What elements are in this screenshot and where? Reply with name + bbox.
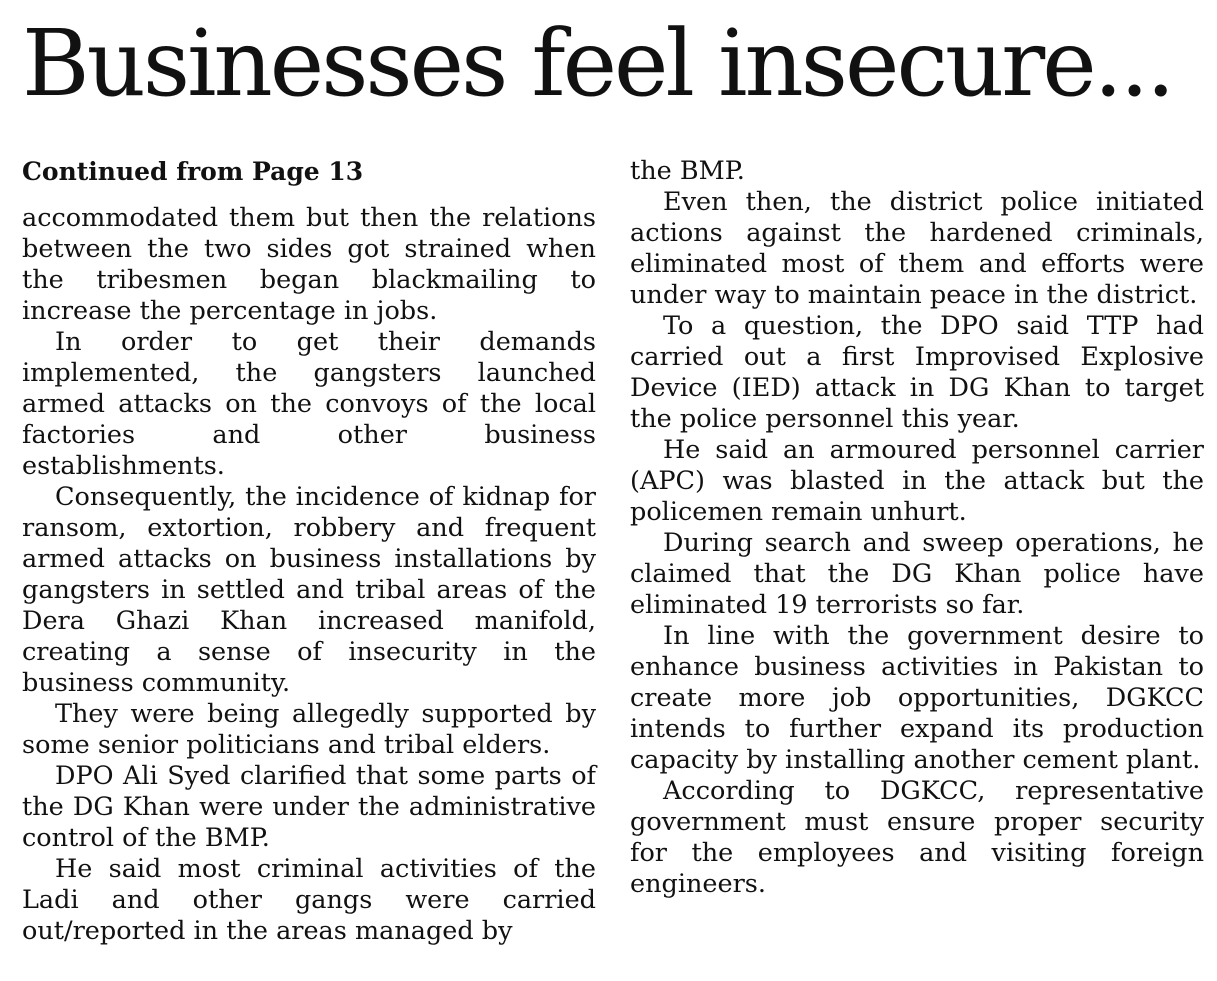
paragraph: the BMP. xyxy=(630,156,745,186)
paragraph: They were being allegedly supported by some senior politicians and tribal elders. xyxy=(22,699,596,760)
paragraph: In order to get their demands implemented, the gangsters launched armed attacks on the convoys of the local factories and other business establishments. xyxy=(22,327,596,481)
paragraph: accommodated them but then the relations between the two sides got strained when the tribesmen began blackmailing to increase the percentage in jobs. xyxy=(22,203,596,326)
paragraph: During search and sweep operations, he claimed that the DG Khan police have eliminated 19 terrorists so far. xyxy=(630,528,1204,620)
paragraph: DPO Ali Syed clarified that some parts of the DG Khan were under the administrative control of the BMP. xyxy=(22,761,596,853)
paragraph: According to DGKCC, representative government must ensure proper security for the employees and visiting foreign engineers. xyxy=(630,776,1204,899)
article-column-left xyxy=(22,156,596,947)
paragraph: Even then, the district police initiated actions against the hardened criminals, eliminated most of them and efforts were under way to maintain peace in the district. xyxy=(630,187,1204,310)
paragraph: In line with the government desire to enhance business activities in Pakistan to create more job opportunities, DGKCC intends to further expand its production capacity by installing another cement plant. xyxy=(630,621,1204,775)
paragraph: Consequently, the incidence of kidnap for ransom, extortion, robbery and frequent armed attacks on business installations by gangsters in settled and tribal areas of the Dera Ghazi Khan increased manifold, creating a sense of insecurity in the business community. xyxy=(22,482,596,698)
paragraph: To a question, the DPO said TTP had carried out a first Improvised Explosive Device (IED) attack in DG Khan to target the police personnel this year. xyxy=(630,311,1204,434)
headline: Businesses feel insecure... xyxy=(22,10,1173,117)
paragraph: He said an armoured personnel carrier (APC) was blasted in the attack but the policemen remain unhurt. xyxy=(630,435,1204,527)
continued-from-label: Continued from Page 13 xyxy=(22,157,364,186)
paragraph: He said most criminal activities of the Ladi and other gangs were carried out/reported in the areas managed by xyxy=(22,854,596,946)
article-column-right xyxy=(630,156,1204,900)
